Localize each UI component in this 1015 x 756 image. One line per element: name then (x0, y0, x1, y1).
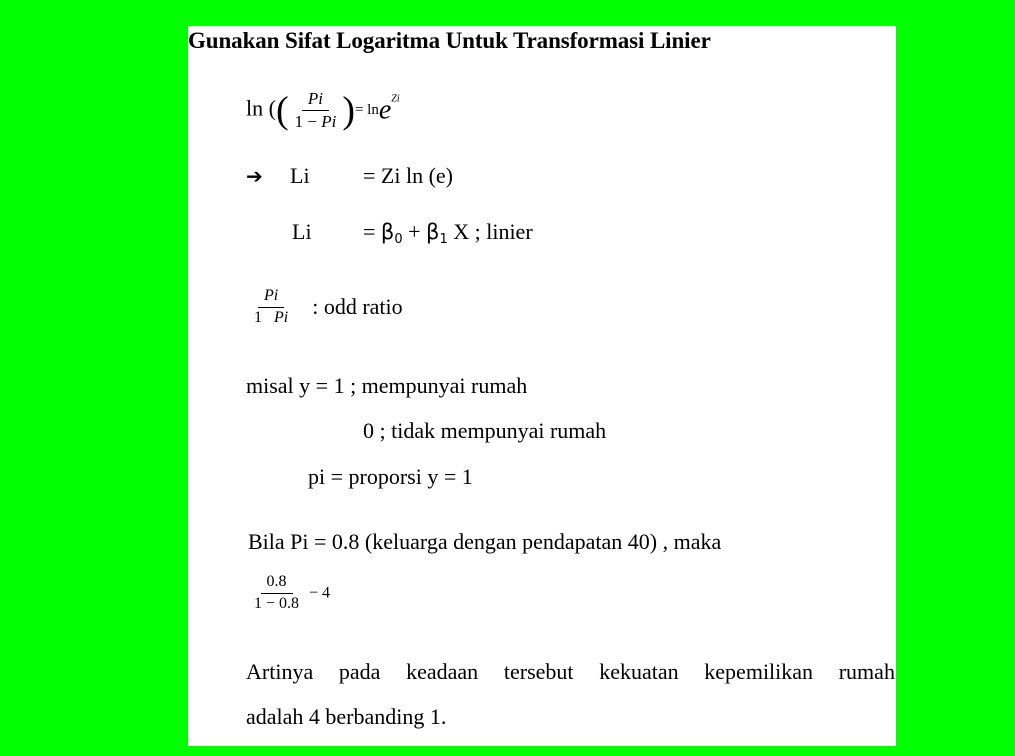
calc-result: − 4 (309, 584, 331, 602)
artinya-word: kepemilikan (704, 659, 814, 684)
eq3-plus: + (408, 219, 421, 244)
equation-li-zi (246, 163, 263, 189)
rhs-ln: = ln (354, 101, 379, 118)
equation-logit (246, 90, 400, 131)
artinya-word: rumah (838, 659, 895, 684)
right-paren: ) (342, 89, 355, 132)
odd-numerator: Pi (258, 288, 284, 308)
logit-fraction (289, 90, 343, 131)
logit-denominator (289, 111, 343, 131)
calc-fraction (248, 574, 305, 613)
eq3-equals: = (363, 219, 376, 244)
artinya-line-2: adalah 4 berbanding 1. (246, 704, 447, 729)
eq3-tail: X ; linier (453, 219, 533, 244)
odd-den-pi: Pi (274, 308, 289, 326)
eq3-lhs: Li (292, 219, 312, 244)
rhs-e: e (378, 94, 392, 126)
calc-row (248, 574, 330, 613)
odd-ratio-fraction (248, 288, 294, 327)
beta0-subscript: 0 (394, 232, 403, 247)
bila-statement: Bila Pi = 0.8 (keluarga dengan pendapatan 40) , maka (248, 529, 722, 554)
odd-denominator (248, 308, 294, 327)
artinya-word: pada (338, 659, 381, 684)
misal-line-3: pi = proporsi y = 1 (308, 464, 473, 489)
misal-line-2: 0 ; tidak mempunyai rumah (363, 418, 607, 443)
eq3-rhs (363, 219, 533, 247)
ln-open: ln ( (246, 95, 276, 121)
calc-numerator: 0.8 (261, 574, 293, 594)
odd-den-one: 1 (254, 308, 262, 326)
eq2-lhs: Li (290, 163, 310, 188)
odd-ratio-label: : odd ratio (312, 294, 403, 320)
beta1-subscript: 1 (439, 232, 448, 247)
artinya-word: tersebut (503, 659, 574, 684)
rhs-exponent: Zi (391, 93, 400, 105)
arrow-icon: ➔ (246, 164, 263, 188)
artinya-word: keadaan (406, 659, 479, 684)
den-one: 1 − (294, 111, 317, 131)
logit-numerator: Pi (302, 90, 329, 111)
slide-title: Gunakan Sifat Logaritma Untuk Transformasi Linier (188, 28, 711, 53)
left-paren: ( (275, 89, 289, 132)
artinya-word: Artinya (246, 659, 314, 684)
den-pi: Pi (321, 111, 337, 131)
beta1-symbol: β (426, 220, 440, 244)
artinya-line-1 (246, 659, 895, 685)
beta0-symbol: β (380, 220, 395, 244)
calc-denominator: 1 − 0.8 (254, 594, 300, 612)
slide-page (188, 26, 896, 746)
misal-line-1: misal y = 1 ; mempunyai rumah (246, 373, 528, 398)
odd-ratio-row (248, 288, 403, 327)
artinya-word: kekuatan (599, 659, 679, 684)
eq2-rhs: = Zi ln (e) (363, 163, 453, 188)
